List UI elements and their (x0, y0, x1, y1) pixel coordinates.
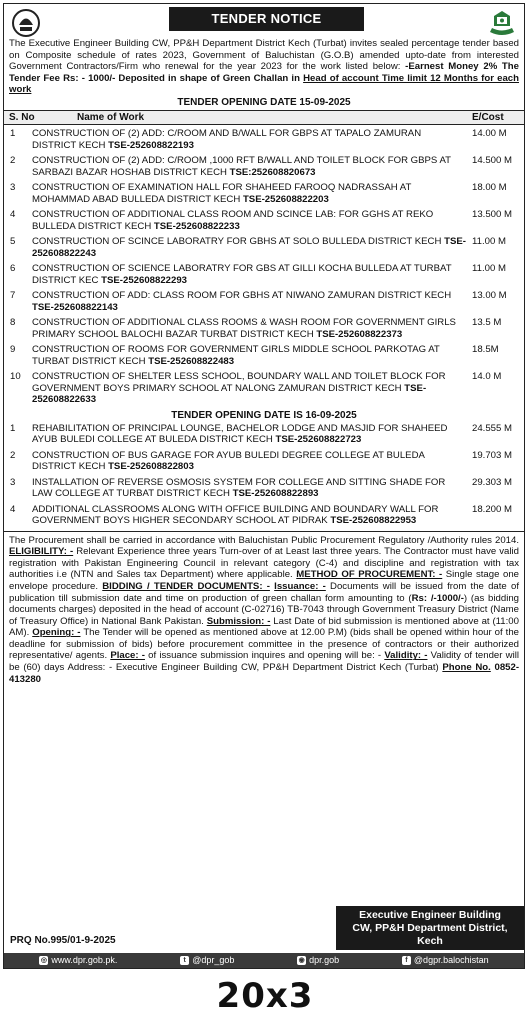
website-link[interactable]: ◎ www.dpr.gob.pk. (40, 955, 118, 965)
table-row (4, 317, 524, 341)
table-row (4, 209, 524, 233)
row-work: REHABILITATION OF PRINCIPAL LOUNGE, BACHELOR LODGE AND MASJID FOR SHAHEED AYUB BULEDI COLLEGE AT BULEDA DISTRICT KECH TSE-252608822723 (32, 422, 448, 446)
row-work: CONSTRUCTION OF ADD: CLASS ROOM FOR GBHS AT NIWANO ZAMURAN DISTRICT KECH TSE-252608822143 (32, 289, 452, 313)
row-cost: 19.703 M (472, 449, 513, 461)
signature-block: Executive Engineer Building CW, PP&H Department District, Kech (336, 906, 524, 950)
row-sno: 4 (10, 208, 16, 220)
row-cost: 14.500 M (472, 154, 513, 166)
row-cost: 13.5 M (472, 316, 502, 328)
table-row (4, 450, 524, 474)
row-sno: 9 (10, 343, 16, 355)
table-row (4, 128, 524, 152)
row-cost: 13.00 M (472, 289, 507, 301)
opening-date-1: TENDER OPENING DATE 15-09-2025 (177, 96, 351, 108)
row-cost: 14.00 M (472, 127, 507, 139)
balochistan-emblem-icon (10, 8, 42, 38)
row-work: CONSTRUCTION OF ADDITIONAL CLASS ROOM AND SCINCE LAB: FOR GGHS AT REKO BULLEDA DISTRICT KECH TSE-252608822233 (32, 208, 434, 232)
facebook-icon: f (402, 956, 411, 965)
terms-paragraph: The Procurement shall be carried in accordance with Baluchistan Public Procurement Regulatory /Authority rules 2014. ELIGIBILITY: - Relevant Experience three years Turn-over of at Least last three years. The Contractor must have valid registration with Pakistan Engineering Council in relevant category (C-4) and discipline and registration with tax authorities i.e (NTN and Sales tax Department) where applicable. METHOD OF PROCUREMENT: - Single stage one envelope procedure. BIDDING / TENDER DOCUMENTS: - Issuance: - Documents will be issued from the date of publication till submission date and time on production of green challan form amounting to (Rs: /-1000/-) (as bidding documents charges) deposited in the head of account (C-02716) TB-7043 through Government Treasury District (Name of Treasury Office) in National Bank Pakistan. Submission: - Last Date of bid submission is mentioned above at (11:00 AM). Opening: - The Tender will be opened as mentioned above at 12.00 P.M) (bids shall be opened within hour of the deadline for submission of bids) before procurement committee in the presence of contractors or their authorized representative/ agents. Place: - of issuance submission inquires and opening will be: - Validity: - Validity of tender will be (60) days Address: - Executive Engineer Building CW, PP&H Department District Kech (Turbat) Phone No. 0852-413280 (4, 531, 524, 686)
footer (4, 888, 524, 968)
page-title: TENDER NOTICE (169, 7, 364, 31)
row-cost: 29.303 M (472, 476, 513, 488)
row-work: CONSTRUCTION OF EXAMINATION HALL FOR SHAHEED FAROOQ NADRASSAH AT MOHAMMAD ABAD BULLEDA DISTRICT KECH TSE-252608822203 (32, 181, 412, 205)
opening-date-2: TENDER OPENING DATE IS 16-09-2025 (171, 409, 357, 421)
row-work: CONSTRUCTION OF SCINCE LABORATRY FOR GBHS AT SOLO BULLEDA DISTRICT KECH TSE-252608822243 (32, 235, 466, 259)
row-sno: 3 (10, 181, 16, 193)
social-bar (4, 953, 524, 968)
row-work: CONSTRUCTION OF BUS GARAGE FOR AYUB BULEDI DEGREE COLLEGE AT BULEDA DISTRICT KECH TSE-252608822803 (32, 449, 425, 473)
table-row (4, 371, 524, 406)
intro-paragraph: The Executive Engineer Building CW, PP&H Department District Kech (Turbat) invites sealed percentage tender based on Composite schedule of rates 2023, Government of Baluchistan (G.O.B) amended upto-date from interested Government Contractors/Firm who renewal for the year 2023 for the work listed below: -Earnest Money 2% The Tender Fee Rs: - 1000/- Deposited in shape of Green Challan in Head of account Time limit 12 Months for each work (9, 38, 519, 96)
row-cost: 13.500 M (472, 208, 513, 220)
row-sno: 1 (10, 127, 16, 139)
facebook-link[interactable]: f @dgpr.balochistan (402, 953, 489, 968)
row-cost: 24.555 M (472, 422, 513, 434)
row-sno: 10 (10, 370, 21, 382)
row-cost: 18.200 M (472, 503, 513, 515)
row-work: ADDITIONAL CLASSROOMS ALONG WITH OFFICE BUILDING AND BOUNDARY WALL FOR GOVERNMENT BOYS HIGHER SECONDARY SCHOOL AT PIDRAK TSE-252608822953 (32, 503, 439, 527)
row-sno: 6 (10, 262, 16, 274)
header (4, 4, 524, 44)
twitter-link[interactable]: t @dpr_gob (180, 953, 234, 968)
row-work: CONSTRUCTION OF SCIENCE LABORATRY FOR GBS AT GILLI KOCHA BULLEDA AT TURBAT DISTRICT KEC TSE-252608822293 (32, 262, 452, 286)
ad-size-code: 20x3 (216, 976, 314, 1016)
table-row (4, 155, 524, 179)
col-work: Name of Work (77, 111, 145, 123)
instagram-icon: ◉ (298, 957, 305, 964)
row-work: CONSTRUCTION OF ADDITIONAL CLASS ROOMS & WASH ROOM FOR GOVERNMENT GIRLS PRIMARY SCHOOL BALOCHI BAZAR TURBAT DISTRICT KECH TSE-252608822373 (32, 316, 456, 340)
table-row (4, 236, 524, 260)
table-row (4, 182, 524, 206)
twitter-icon: t (180, 956, 189, 965)
government-seal-icon (486, 8, 518, 38)
table-row (4, 477, 524, 501)
col-sno: S. No (9, 111, 35, 123)
tender-notice (3, 3, 525, 969)
row-work: CONSTRUCTION OF ROOMS FOR GOVERNMENT GIRLS MIDDLE SCHOOL PARKOTAG AT TURBAT DISTRICT KECH TSE-252608822483 (32, 343, 440, 367)
row-sno: 3 (10, 476, 16, 488)
instagram-link[interactable]: ◉ dpr.gob (298, 955, 340, 965)
row-sno: 4 (10, 503, 16, 515)
table-header (4, 110, 524, 125)
row-work: CONSTRUCTION OF (2) ADD: C/ROOM AND B/WALL FOR GBPS AT TAPALO ZAMURAN DISTRICT KECH TSE-252608822193 (32, 127, 422, 151)
row-cost: 18.5M (472, 343, 499, 355)
row-work: INSTALLATION OF REVERSE OSMOSIS SYSTEM FOR COLLEGE AND SITTING SHADE FOR LAW COLLEGE AT TURBAT DISTRICT KECH TSE-252608822893 (32, 476, 446, 500)
row-cost: 18.00 M (472, 181, 507, 193)
row-sno: 1 (10, 422, 16, 434)
table-row (4, 504, 524, 528)
col-cost: E/Cost (472, 111, 504, 123)
row-sno: 2 (10, 449, 16, 461)
table-row (4, 290, 524, 314)
prq-number: PRQ No.995/01-9-2025 (10, 935, 116, 946)
row-sno: 5 (10, 235, 16, 247)
globe-icon: ◎ (40, 957, 47, 964)
row-cost: 11.00 M (472, 235, 506, 247)
row-sno: 8 (10, 316, 16, 328)
table-row (4, 423, 524, 447)
works-list-2 (4, 423, 524, 528)
table-row (4, 263, 524, 287)
works-list-1 (4, 128, 524, 406)
row-cost: 11.00 M (472, 262, 506, 274)
row-sno: 7 (10, 289, 16, 301)
row-work: CONSTRUCTION OF SHELTER LESS SCHOOL, BOUNDARY WALL AND TOILET BLOCK FOR GOVERNMENT BOYS PRIMARY SCHOOL AT NALONG ZAMURAN DISTRICT KECH TSE-252608822633 (32, 370, 446, 406)
row-sno: 2 (10, 154, 16, 166)
table-row (4, 344, 524, 368)
row-work: CONSTRUCTION OF (2) ADD: C/ROOM ,1000 RFT B/WALL AND TOILET BLOCK FOR GBPS AT SARBAZI BAZAR HOSHAB DISTRICT KECH TSE:252608820673 (32, 154, 451, 178)
row-cost: 14.0 M (472, 370, 502, 382)
